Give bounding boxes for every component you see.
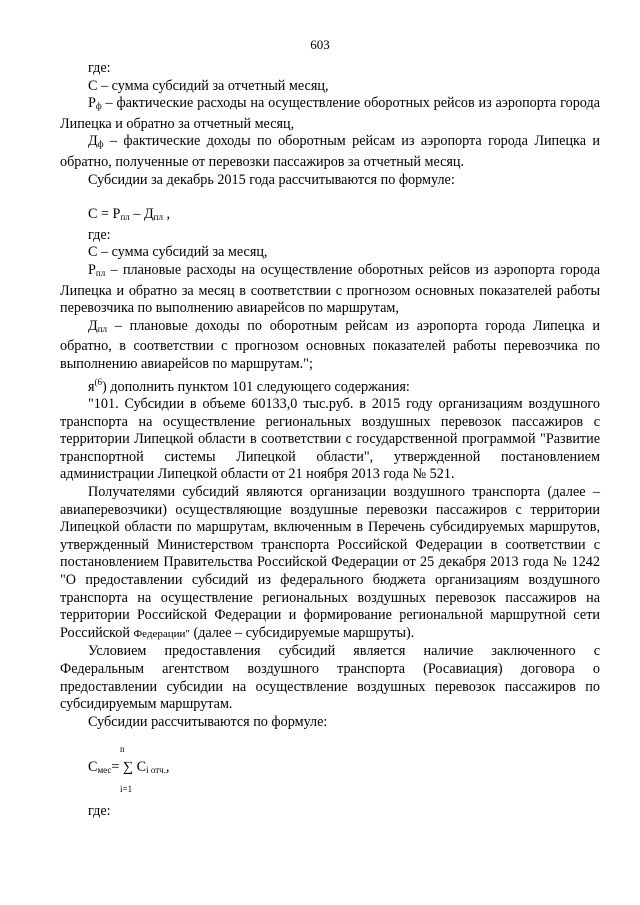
formula-december: $С = Р_{пл} - Д_{пл}$ , [88,206,171,223]
paragraph-rpl-definition: $Р_{пл}$ – плановые расходы на осуществление оборотных рейсов из аэропорта города Липецка и обратно за месяц в соответствии с прогнозом основных показателей работы перевозчика по выполнению авиарейсов по маршрутам, [60,261,600,317]
paragraph-formula-intro: Субсидии рассчитываются по формуле: [88,713,328,730]
page-number: 603 [310,37,330,52]
sum-lower-limit: i=1 [120,784,133,795]
paragraph-dpl-definition: $Д_{пл}$ – плановые доходы по оборотным рейсам из аэропорта города Липецка и обратно, в соответствии с прогнозом основных показателей работы перевозчика по выполнению авиарейсов по маршрутам."; [60,317,600,372]
paragraph-where-1: где: [88,60,111,76]
sum-expression: $С_{мес}=$ ∑ $С_{i отч.}$, [88,759,170,776]
paragraph-where-2: где: [88,226,111,243]
formula-monthly-sum [60,741,600,803]
paragraph-c-month-definition: С – сумма субсидий за месяц, [88,244,268,261]
paragraph-december-formula-intro: Субсидии за декабрь 2015 года рассчитываются по формуле: [88,171,455,188]
document-body [60,60,600,821]
paragraph-c-definition: С – сумма субсидий за отчетный месяц, [88,77,329,94]
paragraph-clause-101: "101. Субсидии в объеме 60133,0 тыс.руб. в 2015 году организациям воздушного транспорта на осуществление региональных воздушных перевозок пассажиров с территории Липецкой области в соответствии с государственной программой "Развитие транспортной системы Липецкой области", утвержденной постановлением администрации Липецкой области от 21 ноября 2013 года № 521. [60,396,600,483]
paragraph-where-3: где: [88,803,111,820]
sum-upper-limit: n [120,744,125,755]
paragraph-recipients: Получателями субсидий являются организации воздушного транспорта (далее – авиаперевозчики) осуществляющие воздушные перевозки пассажиров с территории Липецкой области по маршрутам, включенным в Перечень субсидируемых маршрутов, утвержденный Министерством транспорта Российской Федерации в соответствии с постановлением Правительства Российской Федерации от 25 декабря 2013 года № 1242 "О предоставлении субсидий из федерального бюджета организациям воздушного транспорта на осуществление региональных воздушных перевозок пассажиров на территории Российской Федерации и формирование региональной маршрутной сети Российской Федерации" (далее – субсидируемые маршруты). [60,484,600,641]
paragraph-rf-definition: $Р_ф$ – фактические расходы на осуществление оборотных рейсов из аэропорта города Липецка и обратно за отчетный месяц, [60,95,600,132]
paragraph-df-definition: $Д_ф$ – фактические доходы по оборотным рейсам из аэропорта города Липецка и обратно, полученные от перевозки пассажиров за отчетный месяц. [60,133,600,170]
paragraph-amendment-item: $я^{(6}$) дополнить пунктом 101 следующего содержания: [88,376,410,395]
paragraph-conditions: Условием предоставления субсидий является наличие заключенного с Федеральным агентством воздушного транспорта (Росавиация) договора о предоставлении субсидии на осуществление воздушных перевозок пассажиров по субсидируемым маршрутам. [60,643,600,713]
